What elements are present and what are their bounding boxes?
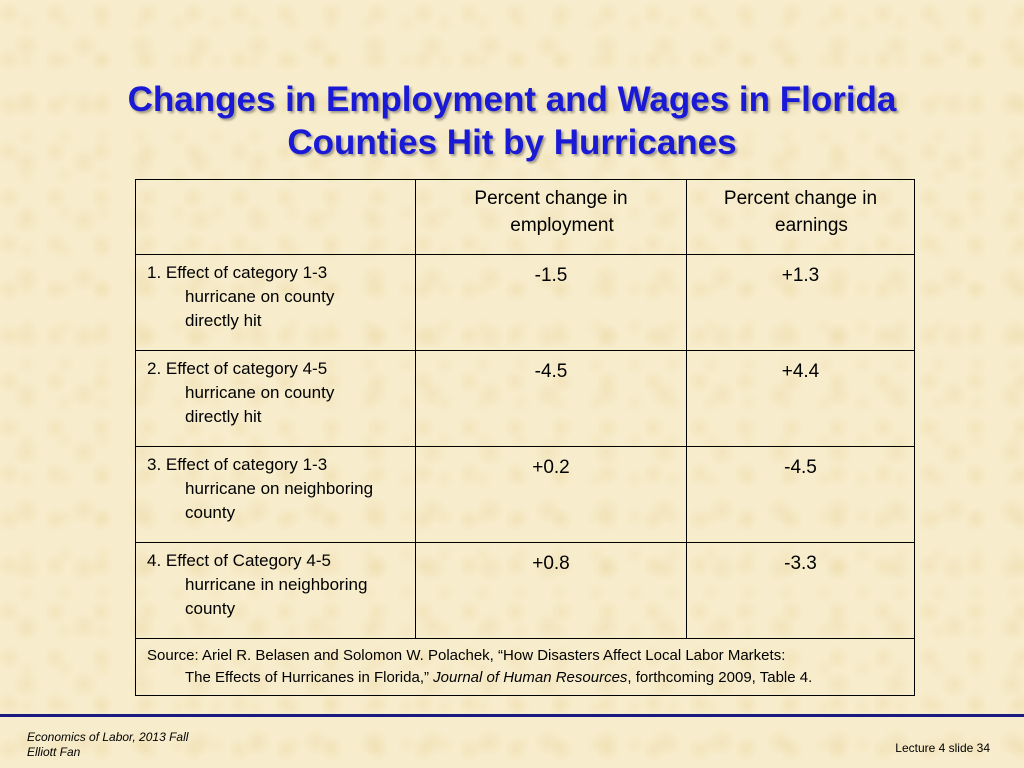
slide-number: Lecture 4 slide 34 xyxy=(895,741,990,755)
table-row xyxy=(136,543,915,639)
employment-value: -4.5 xyxy=(416,351,687,447)
source-line-2: The Effects of Hurricanes in Florida,” Journal of Human Resources, forthcoming 2009, Table 4. xyxy=(185,669,813,686)
employment-value: -1.5 xyxy=(416,255,687,351)
slide-title-line-2: Counties Hit by Hurricanes xyxy=(287,123,737,162)
header-earnings-line-1: Percent change in xyxy=(723,188,878,209)
header-employment xyxy=(416,180,687,255)
row-label: 2. Effect of category 4-5 hurricane on county directly hit xyxy=(136,351,416,447)
slide-title xyxy=(0,78,1024,164)
header-blank-cell xyxy=(136,180,416,255)
earnings-value: -3.3 xyxy=(687,543,915,639)
footer-course: Economics of Labor, 2013 Fall xyxy=(27,730,189,744)
header-earnings-line-2: earnings xyxy=(775,215,848,236)
table-row xyxy=(136,447,915,543)
slide-title-line-1: Changes in Employment and Wages in Florida xyxy=(127,80,897,119)
table-header-row xyxy=(136,180,915,255)
source-citation xyxy=(136,639,915,696)
footer-rule xyxy=(0,714,1024,717)
footer-course-info xyxy=(27,730,188,760)
row-label: 4. Effect of Category 4-5 hurricane in neighboring county xyxy=(136,543,416,639)
table-row xyxy=(136,255,915,351)
employment-value: +0.8 xyxy=(416,543,687,639)
earnings-value: +1.3 xyxy=(687,255,915,351)
row-label: 3. Effect of category 1-3 hurricane on neighboring county xyxy=(136,447,416,543)
header-employment-line-1: Percent change in xyxy=(474,188,628,209)
footer-author: Elliott Fan xyxy=(27,745,81,759)
source-row xyxy=(136,639,915,696)
journal-title: Journal of Human Resources xyxy=(433,669,628,686)
row-label: 1. Effect of category 1-3 hurricane on county directly hit xyxy=(136,255,416,351)
earnings-value: -4.5 xyxy=(687,447,915,543)
source-line-1: Source: Ariel R. Belasen and Solomon W. Polachek, “How Disasters Affect Local Labor Markets: xyxy=(147,647,786,664)
header-employment-line-2: employment xyxy=(510,215,614,236)
table-row xyxy=(136,351,915,447)
employment-value: +0.2 xyxy=(416,447,687,543)
header-earnings xyxy=(687,180,915,255)
earnings-value: +4.4 xyxy=(687,351,915,447)
results-table xyxy=(135,179,915,696)
